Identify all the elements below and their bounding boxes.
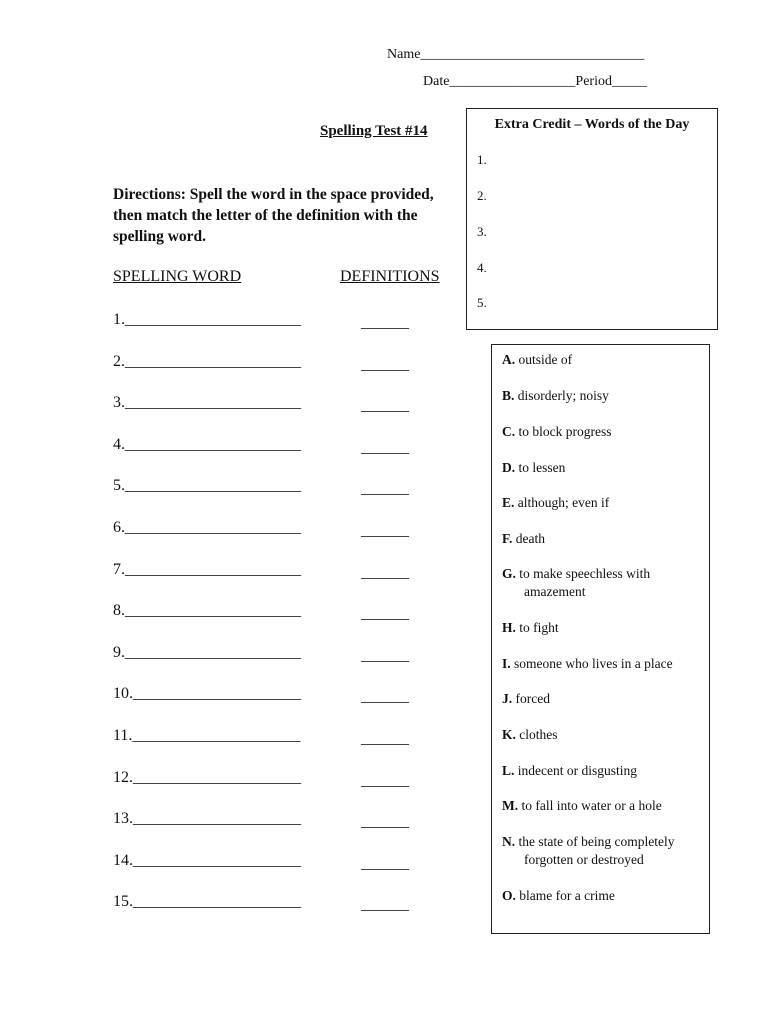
- definition-letter: F.: [502, 531, 513, 546]
- definition-item: [502, 459, 707, 477]
- definition-item: [502, 565, 707, 601]
- definition-text: someone who lives in a place: [514, 656, 673, 671]
- definition-text: to lessen: [518, 460, 566, 475]
- definition-item: [502, 351, 707, 369]
- definition-letter: C.: [502, 424, 516, 439]
- definition-letter-blank[interactable]: ______: [361, 896, 409, 913]
- definition-text-continued: forgotten or destroyed: [524, 852, 644, 867]
- definition-letter-blank[interactable]: ______: [361, 397, 409, 414]
- spelling-word-blank[interactable]: 3.______________________: [113, 394, 301, 411]
- definition-item: [502, 762, 707, 780]
- extra-credit-box: [466, 108, 718, 330]
- definition-letter: G.: [502, 566, 516, 581]
- definition-letter-blank[interactable]: ______: [361, 356, 409, 373]
- spelling-word-blank[interactable]: 4.______________________: [113, 436, 301, 453]
- definition-letter: A.: [502, 352, 516, 367]
- extra-credit-number[interactable]: 1.: [477, 152, 487, 167]
- spelling-word-heading: SPELLING WORD: [113, 268, 242, 285]
- definition-text: forced: [515, 691, 550, 706]
- definition-item: [502, 387, 707, 405]
- definition-letter: K.: [502, 727, 516, 742]
- definition-letter-blank[interactable]: ______: [361, 564, 409, 581]
- spelling-word-blank[interactable]: 8.______________________: [113, 602, 301, 619]
- extra-credit-number[interactable]: 4.: [477, 260, 487, 275]
- extra-credit-number[interactable]: 3.: [477, 224, 487, 239]
- definition-item: [502, 619, 707, 637]
- definition-letter-blank[interactable]: ______: [361, 522, 409, 539]
- spelling-word-blank[interactable]: 12._____________________: [113, 769, 301, 786]
- definition-letter: M.: [502, 798, 519, 813]
- definition-text: disorderly; noisy: [517, 388, 609, 403]
- definition-item: [502, 797, 707, 815]
- definition-letter-blank[interactable]: ______: [361, 647, 409, 664]
- spelling-word-blank[interactable]: 11._____________________: [113, 727, 301, 744]
- extra-credit-number[interactable]: 5.: [477, 295, 487, 310]
- definition-letter: B.: [502, 388, 515, 403]
- definition-text: clothes: [519, 727, 558, 742]
- definition-item: [502, 887, 707, 905]
- spelling-word-blank[interactable]: 2.______________________: [113, 353, 301, 370]
- definition-text: to fall into water or a hole: [521, 798, 662, 813]
- definition-item: [502, 423, 707, 441]
- definition-letter: J.: [502, 691, 513, 706]
- directions-text: Directions: Spell the word in the space provided, then match the letter of the definition with the spelling word.: [113, 186, 434, 245]
- extra-credit-title: Extra Credit – Words of the Day: [494, 117, 690, 132]
- definition-letter-blank[interactable]: ______: [361, 772, 409, 789]
- definition-letter: L.: [502, 763, 515, 778]
- definition-text: to block progress: [518, 424, 612, 439]
- definition-letter: O.: [502, 888, 516, 903]
- spelling-word-blank[interactable]: 13._____________________: [113, 810, 301, 827]
- definition-item: [502, 833, 707, 869]
- definition-letter: E.: [502, 495, 515, 510]
- spelling-word-blank[interactable]: 5.______________________: [113, 477, 301, 494]
- definition-text: indecent or disgusting: [517, 763, 637, 778]
- definition-text: to make speechless with: [519, 566, 651, 581]
- definition-letter: H.: [502, 620, 516, 635]
- spelling-word-blank[interactable]: 10._____________________: [113, 685, 301, 702]
- definition-letter: I.: [502, 656, 511, 671]
- extra-credit-number[interactable]: 2.: [477, 188, 487, 203]
- spelling-word-blank[interactable]: 7.______________________: [113, 561, 301, 578]
- definition-letter-blank[interactable]: ______: [361, 480, 409, 497]
- definition-text: blame for a crime: [519, 888, 615, 903]
- definition-text-continued: amazement: [524, 584, 586, 599]
- spelling-word-blank[interactable]: 1.______________________: [113, 311, 301, 328]
- spelling-word-blank[interactable]: 14._____________________: [113, 852, 301, 869]
- date-period-field[interactable]: Date__________________Period_____: [423, 74, 647, 89]
- definition-text: outside of: [518, 352, 573, 367]
- definition-item: [502, 530, 707, 548]
- definitions-box: [491, 344, 710, 934]
- spelling-word-blank[interactable]: 6.______________________: [113, 519, 301, 536]
- definition-text: although; even if: [517, 495, 610, 510]
- definition-item: [502, 494, 707, 512]
- definition-letter-blank[interactable]: ______: [361, 688, 409, 705]
- definition-text: the state of being completely: [518, 834, 675, 849]
- definition-letter-blank[interactable]: ______: [361, 855, 409, 872]
- definitions-heading: DEFINITIONS: [340, 268, 440, 285]
- spelling-word-blank[interactable]: 15._____________________: [113, 893, 301, 910]
- definition-letter: N.: [502, 834, 516, 849]
- definition-letter-blank[interactable]: ______: [361, 605, 409, 622]
- definition-item: [502, 690, 707, 708]
- definition-item: [502, 726, 707, 744]
- definition-letter-blank[interactable]: ______: [361, 730, 409, 747]
- definition-letter: D.: [502, 460, 516, 475]
- definition-text: to fight: [519, 620, 559, 635]
- name-field[interactable]: Name________________________________: [387, 47, 645, 62]
- definition-letter-blank[interactable]: ______: [361, 314, 409, 331]
- definition-letter-blank[interactable]: ______: [361, 439, 409, 456]
- page-title: Spelling Test #14: [320, 123, 428, 139]
- definition-letter-blank[interactable]: ______: [361, 813, 409, 830]
- definition-item: [502, 655, 707, 673]
- definition-text: death: [515, 531, 546, 546]
- spelling-word-blank[interactable]: 9.______________________: [113, 644, 301, 661]
